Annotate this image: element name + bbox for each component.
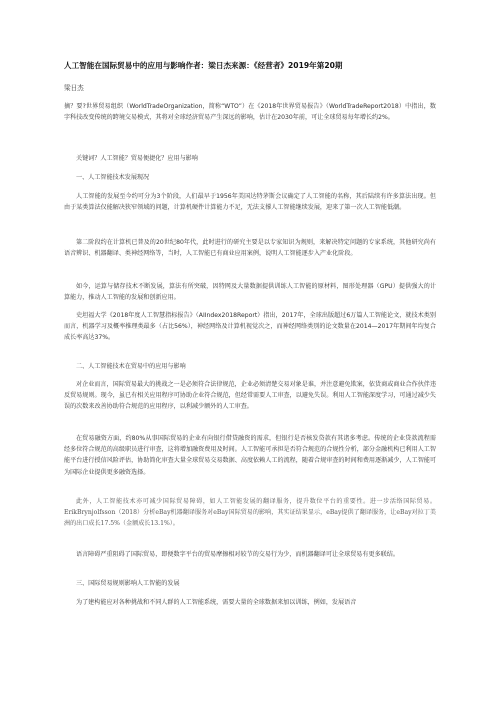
article-title: 人工智能在国际贸易中的应用与影响作者：梁日杰来源：《经营者》2019年第20期 — [64, 61, 343, 70]
section-heading-2 — [64, 361, 436, 372]
paragraph-4 — [64, 310, 436, 344]
paragraph-7 — [64, 496, 436, 530]
keywords-line — [64, 153, 436, 164]
section-heading-3 — [64, 578, 436, 589]
section-heading-text: 二、人工智能技术在贸易中的应用与影响 — [76, 363, 186, 370]
article-author: 梁日杰 — [64, 84, 84, 92]
paragraph-text: 此外，人工智能技术亦可减少国际贸易障碍，如人工智能发展的翻译服务，提升数位平台的重要性。进一步活络国际贸易。ErikBrynjolfsson（2018）分析eBay机器翻译服务对eBay国际贸易的影响，其实证结果显示，eBay提供了翻译服务，让eBay对拉丁美洲的出口成长17.5%（金额成长13.1%）。 — [64, 498, 436, 528]
paragraph-text: 语言障碍严重阻碍了国际贸易，即便数字平台的贸易摩擦相对较节的交易行为少，而机器翻译可让全球贸易有更多联结。 — [76, 551, 399, 558]
paragraph-text: 人工智能的发展至今约可分为3个阶段，人们最早于1956年美国达特茅斯会议确定了人工智能的名称，其后陆续有许多算法出现。但由于某类算法仅能解决狭窄领域的问题，计算机硬件计算能力不足，无法支撑人工智能继续发展，迎来了第一次人工智能低潮。 — [64, 193, 436, 212]
paragraph-text: 如今，运算与储存技术不断发展，算法有所突破，因特网及大量数据提供训练人工智能的原材料，图形处理器（GPU）提供强大的计算能力，推动人工智能的发展和创新应用。 — [64, 283, 436, 302]
paragraph-8 — [64, 549, 436, 560]
section-heading-1 — [64, 172, 436, 183]
abstract-paragraph — [64, 101, 436, 123]
paragraph-text: 在贸易融资方面，约80%从事国际贸易的企业有向银行借贷融资的需求，但银行是否核发贷款有其诸多考虑。传统的企业贷款流程需经多位符合规范的高级职员进行审查，这将增加融资费用及时间。人工智能可承担是否符合规范的合规性分析，部分金融机构已利用人工智能平台进行授信风险评估，协助简化审查大量全球贸易交易数据、高度依赖人工的流程，随着合规审查的时间和费用逐渐减少，人工智能可为国际企业提供更多融资选择。 — [64, 435, 436, 476]
paragraph-3 — [64, 281, 436, 303]
paragraph-6 — [64, 433, 436, 478]
paragraph-5 — [64, 379, 436, 413]
paragraph-2 — [64, 237, 436, 259]
paragraph-text: 为了建构能应对各种挑战和不同人群的人工智能系统，需要大量的全球数据来加以训练，例如，发展语音 — [76, 599, 357, 606]
paragraph-text: 对企业而言，国际贸易最大的挑战之一是必须符合法律规范，企业必须清楚交易对象是谁，并注意避免欺案，依货商或商业合作伙伴违反贸易规则。现今，虽已有相关应用程序可协助企业符合规范，但经常需要人工审查，以避免失误。利用人工智能深度学习，可通过减少失误的次数来改善协助符合规范的应用程序，以利减少额外的人工审查。 — [64, 381, 436, 411]
paragraph-9 — [64, 597, 436, 608]
paragraph-text: 史坦福大学《2018年度人工智慧指标报告》（AIIndex2018Report）指出，2017年，全球出版超过6万篇人工智能论文，就技术类别而言，机器学习及概率推理类最多（占比56%），神经网络及计算机视觉次之，而神经网络类别的论文数量在2014—2017年期间年均复合成长率高达37%。 — [64, 312, 436, 342]
paragraph-1 — [64, 191, 436, 213]
section-heading-text: 一、人工智能技术发展现况 — [76, 174, 150, 181]
keywords-text: 关键词？人工智能？贸易便捷化？应用与影响 — [76, 155, 198, 162]
section-heading-text: 三、国际贸易规则影响人工智能的发展 — [76, 580, 180, 587]
abstract-text: 摘？要?世界贸易组织（WorldTradeOrganization，简称“WTO”）在《2018年世界贸易报告》（WorldTradeReport2018）中指出，数字科技改变传统的跨境交易模式，其将对全球经济贸易产生深远的影响，估计在2030年前，可让全球贸易每年增长约2%。 — [64, 103, 436, 122]
paragraph-text: 第二阶段约在计算机已普及的20世纪80年代，此时进行的研究主要是以专家知识为规则，来解决特定问题的专家系统，其他研究尚有语音辨识、机器翻译、类神经网络等，当时，人工智能已有商业应用案例，说明人工智能逐步入产业化阶段。 — [64, 239, 436, 258]
